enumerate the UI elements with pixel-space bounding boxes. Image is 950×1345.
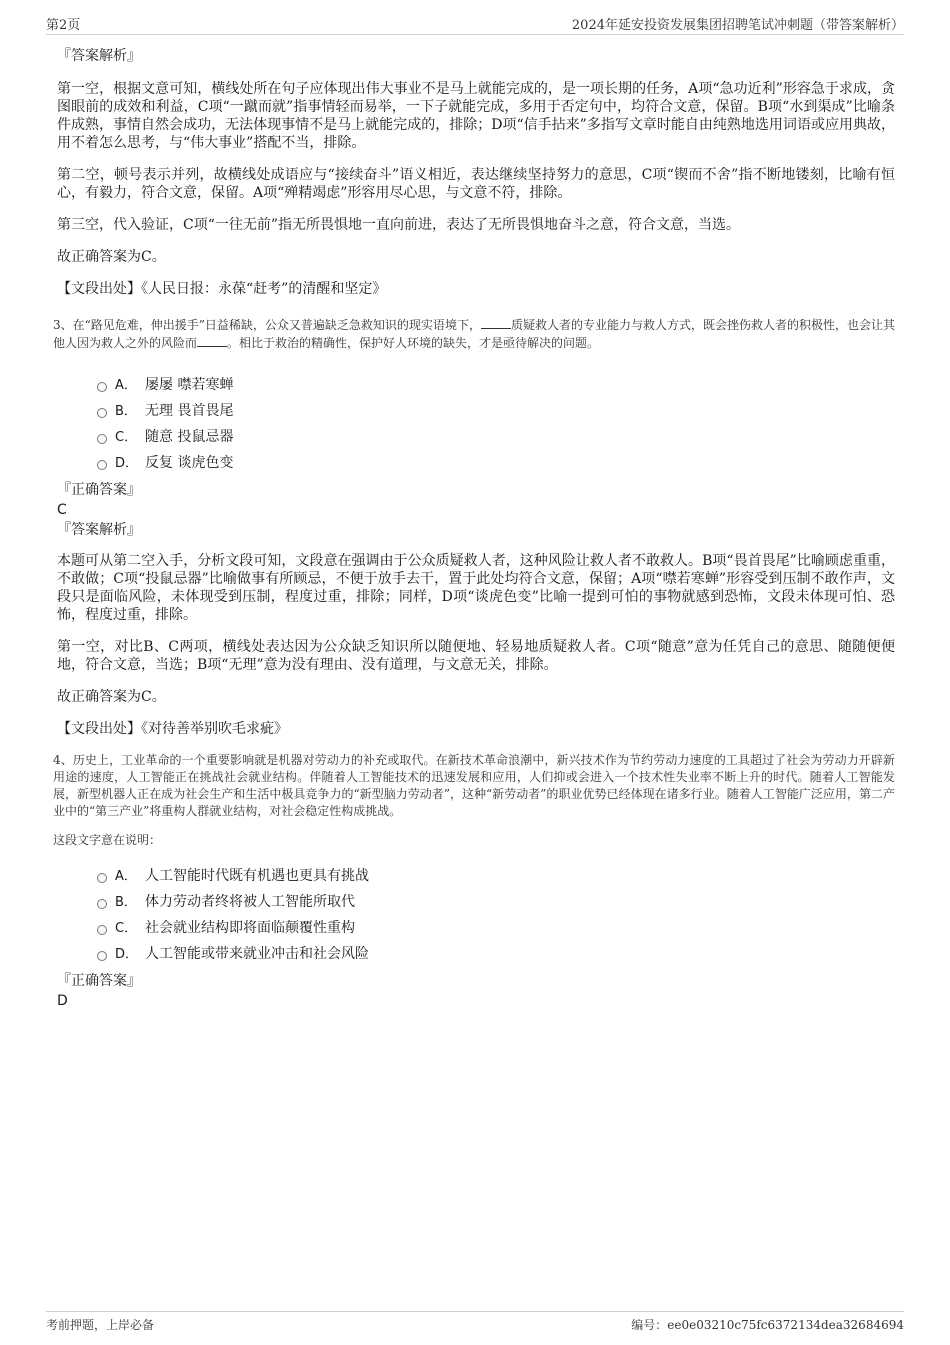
radio-icon[interactable] <box>97 408 107 418</box>
blank-1 <box>481 316 511 329</box>
page-header <box>46 12 904 35</box>
footer-slogan: 考前押题，上岸必备 <box>46 1318 155 1332</box>
question-4-prompt: 这段文字意在说明： <box>53 833 162 847</box>
option-c[interactable]: C． 社会就业结构即将面临颠覆性重构 <box>57 915 895 941</box>
correct-answer-label: 『正确答案』 <box>57 482 141 498</box>
analysis-paragraph: 第一空，对比B、C两项，横线处表达因为公众缺乏知识所以随便地、轻易地质疑救人者。C项“随意”意为任凭自己的意思、随随便便地，符合文意，当选；B项“无理”意为没有理由、没有道理，与文意无关，排除。 <box>57 639 895 673</box>
question-3-text <box>53 316 895 352</box>
radio-icon[interactable] <box>97 460 107 470</box>
document-title: 2024年延安投资发展集团招聘笔试冲刺题（带答案解析） <box>571 18 904 33</box>
page-footer <box>46 1311 904 1332</box>
question-text-part: 3、在“路见危难，伸出援手”日益稀缺，公众又普遍缺乏急救知识的现实语境下， <box>53 318 481 332</box>
correct-answer: C <box>57 502 67 518</box>
option-a[interactable]: A． 人工智能时代既有机遇也更具有挑战 <box>57 863 895 889</box>
radio-icon[interactable] <box>97 873 107 883</box>
analysis-label: 『答案解析』 <box>57 48 141 64</box>
option-d[interactable]: D． 人工智能或带来就业冲击和社会风险 <box>57 941 895 967</box>
correct-answer-label: 『正确答案』 <box>57 973 141 989</box>
radio-icon[interactable] <box>97 951 107 961</box>
analysis-paragraph: 第二空，顿号表示并列，故横线处成语应与“接续奋斗”语义相近，表达继续坚持努力的意思，C项“锲而不舍”指不断地镂刻，比喻有恒心，有毅力，符合文意，保留。A项“殚精竭虑”形容用尽心思，与文意不符，排除。 <box>57 167 895 201</box>
option-b[interactable]: B． 体力劳动者终将被人工智能所取代 <box>57 889 895 915</box>
option-a[interactable]: A． 屡屡 噤若寒蝉 <box>57 372 895 398</box>
radio-icon[interactable] <box>97 382 107 392</box>
question-4-text: 4、历史上，工业革命的一个重要影响就是机器对劳动力的补充或取代。在新技术革命浪潮中，新兴技术作为节约劳动力速度的工具超过了社会为劳动力开辟新用途的速度，人工智能正在挑战社会就业结构。伴随着人工智能技术的迅速发展和应用，人们抑或会进入一个技术性失业率不断上升的时代。随着人工智能发展，新型机器人正在成为社会生产和生活中极具竞争力的“新型脑力劳动者”，这种“新劳动者”的职业优势已经体现在诸多行业。随着人工智能广泛应用，第二产业中的“第三产业”将重构人群就业结构，对社会稳定性构成挑战。 <box>53 753 895 818</box>
radio-icon[interactable] <box>97 434 107 444</box>
conclusion: 故正确答案为C。 <box>57 249 166 265</box>
analysis-paragraph: 本题可从第二空入手，分析文段可知，文段意在强调由于公众质疑救人者，这种风险让救人者不敢救人。B项“畏首畏尾”比喻顾虑重重，不敢做；C项“投鼠忌器”比喻做事有所顾忌，不便于放手去干，置于此处均符合文意，保留；A项“噤若寒蝉”形容受到压制不敢作声，文段只是面临风险，未体现受到压制，程度过重，排除；同样，D项“谈虎色变”比喻一提到可怕的事物就感到恐怖，文段未体现可怕、恐怖，程度过重，排除。 <box>57 553 895 623</box>
source-citation: 【文段出处】《对待善举别吹毛求疵》 <box>57 721 288 737</box>
question-4-options <box>57 863 895 967</box>
option-c[interactable]: C． 随意 投鼠忌器 <box>57 424 895 450</box>
document-id: 编号：ee0e03210c75fc6372134dea32684694 <box>631 1318 904 1332</box>
question-3-options <box>57 372 895 476</box>
correct-answer: D <box>57 993 68 1009</box>
analysis-paragraph: 第三空，代入验证，C项“一往无前”指无所畏惧地一直向前进，表达了无所畏惧地奋斗之意，符合文意，当选。 <box>57 217 741 233</box>
radio-icon[interactable] <box>97 925 107 935</box>
option-b[interactable]: B． 无理 畏首畏尾 <box>57 398 895 424</box>
conclusion: 故正确答案为C。 <box>57 689 166 705</box>
radio-icon[interactable] <box>97 899 107 909</box>
analysis-paragraph: 第一空，根据文意可知，横线处所在句子应体现出伟大事业不是马上就能完成的，是一项长期的任务，A项“急功近利”形容急于求成，贪图眼前的成效和利益，C项“一蹴而就”指事情轻而易举，一下子就能完成，多用于否定句中，均符合文意，保留。B项“水到渠成”比喻条件成熟，事情自然会成功，无法体现事情不是马上就能完成的，排除；D项“信手拈来”多指写文章时能自由纯熟地选用词语或应用典故，用不着怎么思考，与“伟大事业”搭配不当，排除。 <box>57 81 895 151</box>
document-body <box>53 46 895 1011</box>
question-text-part: 。相比于救治的精确性，保护好人环境的缺失，才是亟待解决的问题。 <box>227 336 600 350</box>
page-number: 第2页 <box>46 18 81 33</box>
option-d[interactable]: D． 反复 谈虎色变 <box>57 450 895 476</box>
question-text-part: 质疑救人者的专业能力与救人方式，既会挫伤救人者的积极性，也会让其他人因为救人之外的风险而 <box>53 318 895 350</box>
analysis-label: 『答案解析』 <box>57 522 141 538</box>
blank-2 <box>197 334 227 347</box>
source-citation: 【文段出处】《人民日报：永葆“赶考”的清醒和坚定》 <box>57 281 387 297</box>
